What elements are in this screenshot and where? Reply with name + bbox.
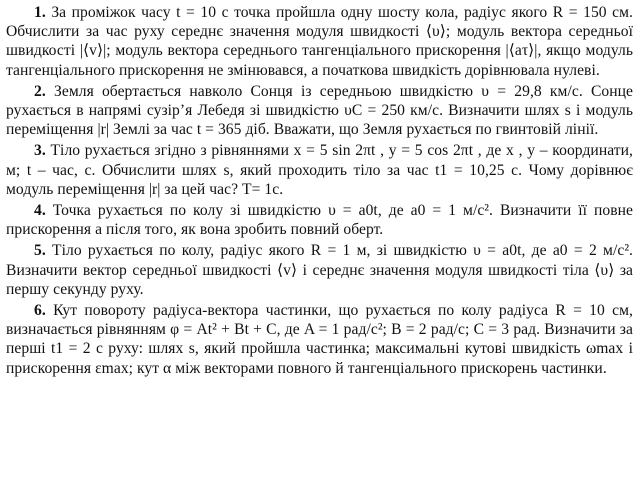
problem-number: 2. (34, 82, 46, 100)
problem-2 (6, 82, 633, 140)
problem-text: За проміжок часу t = 10 с точка пройшла одну шосту кола, радіус якого R = 150 см. Обчислити за час руху середнє значення модуля швидкості ⟨υ⟩; модуль вектора середньої швидкості |⟨v⟩|; модуль вектора середнього тангенціального прискорення |⟨aτ⟩|, якщо модуль тангенціального прискорення не змінювався, а початкова швидкість дорівнювала нулеві. (6, 4, 633, 79)
problem-text: Тіло рухається по колу, радіус якого R = 1 м, зі швидкістю υ = a0t, де a0 = 2 м/с². Визначити вектор середньої швидкості ⟨v⟩ і середнє значення модуля швидкості тіла ⟨υ⟩ за першу секунду руху. (6, 242, 634, 298)
problem-number: 1. (34, 4, 46, 21)
problem-text: Кут повороту радіуса-вектора частинки, що рухається по колу радіуса R = 10 см, визначається рівнянням φ = At² + Bt + C, де A = 1 рад/с²; B = 2 рад/с; C = 3 рад. Визначити за перші t1 = 2 с руху: шлях s, який пройшла частинка; максимальні кутові швидкість ωmax і прискорення εmax; кут α між векторами повного й тангенціального прискорень частинки. (6, 302, 633, 377)
problem-number: 4. (34, 202, 46, 220)
problem-5 (6, 241, 633, 299)
problem-number: 5. (34, 242, 46, 260)
problem-text: Тіло рухається згідно з рівняннями x = 5 sin 2πt , y = 5 cos 2πt , де x , y – координати, м; t – час, с. Обчислити шлях s, який проходить тіло за час t1 = 10,25 с. Чому дорівнює модуль переміщення |r| за цей час? T= 1c. (6, 142, 633, 198)
problem-number: 3. (34, 142, 46, 160)
problem-6 (6, 301, 633, 378)
problem-text: Земля обертається навколо Сонця із середньою швидкістю υ = 29,8 км/с. Сонце рухається в напрямі сузір’я Лебедя зі швидкістю υC = 250 км/с. Визначити шлях s і модуль переміщення |r| Землі за час t = 365 діб. Вважати, що Земля рухається по гвинтовій лінії. (6, 82, 633, 139)
problem-4 (6, 201, 633, 239)
problem-3 (6, 141, 633, 199)
problem-text: Точка рухається по колу зі швидкістю υ = a0t, де a0 = 1 м/с². Визначити її повне прискорення a після того, як вона зробить повний оберт. (6, 202, 633, 239)
problem-1 (6, 3, 633, 80)
problem-number: 6. (34, 302, 46, 320)
